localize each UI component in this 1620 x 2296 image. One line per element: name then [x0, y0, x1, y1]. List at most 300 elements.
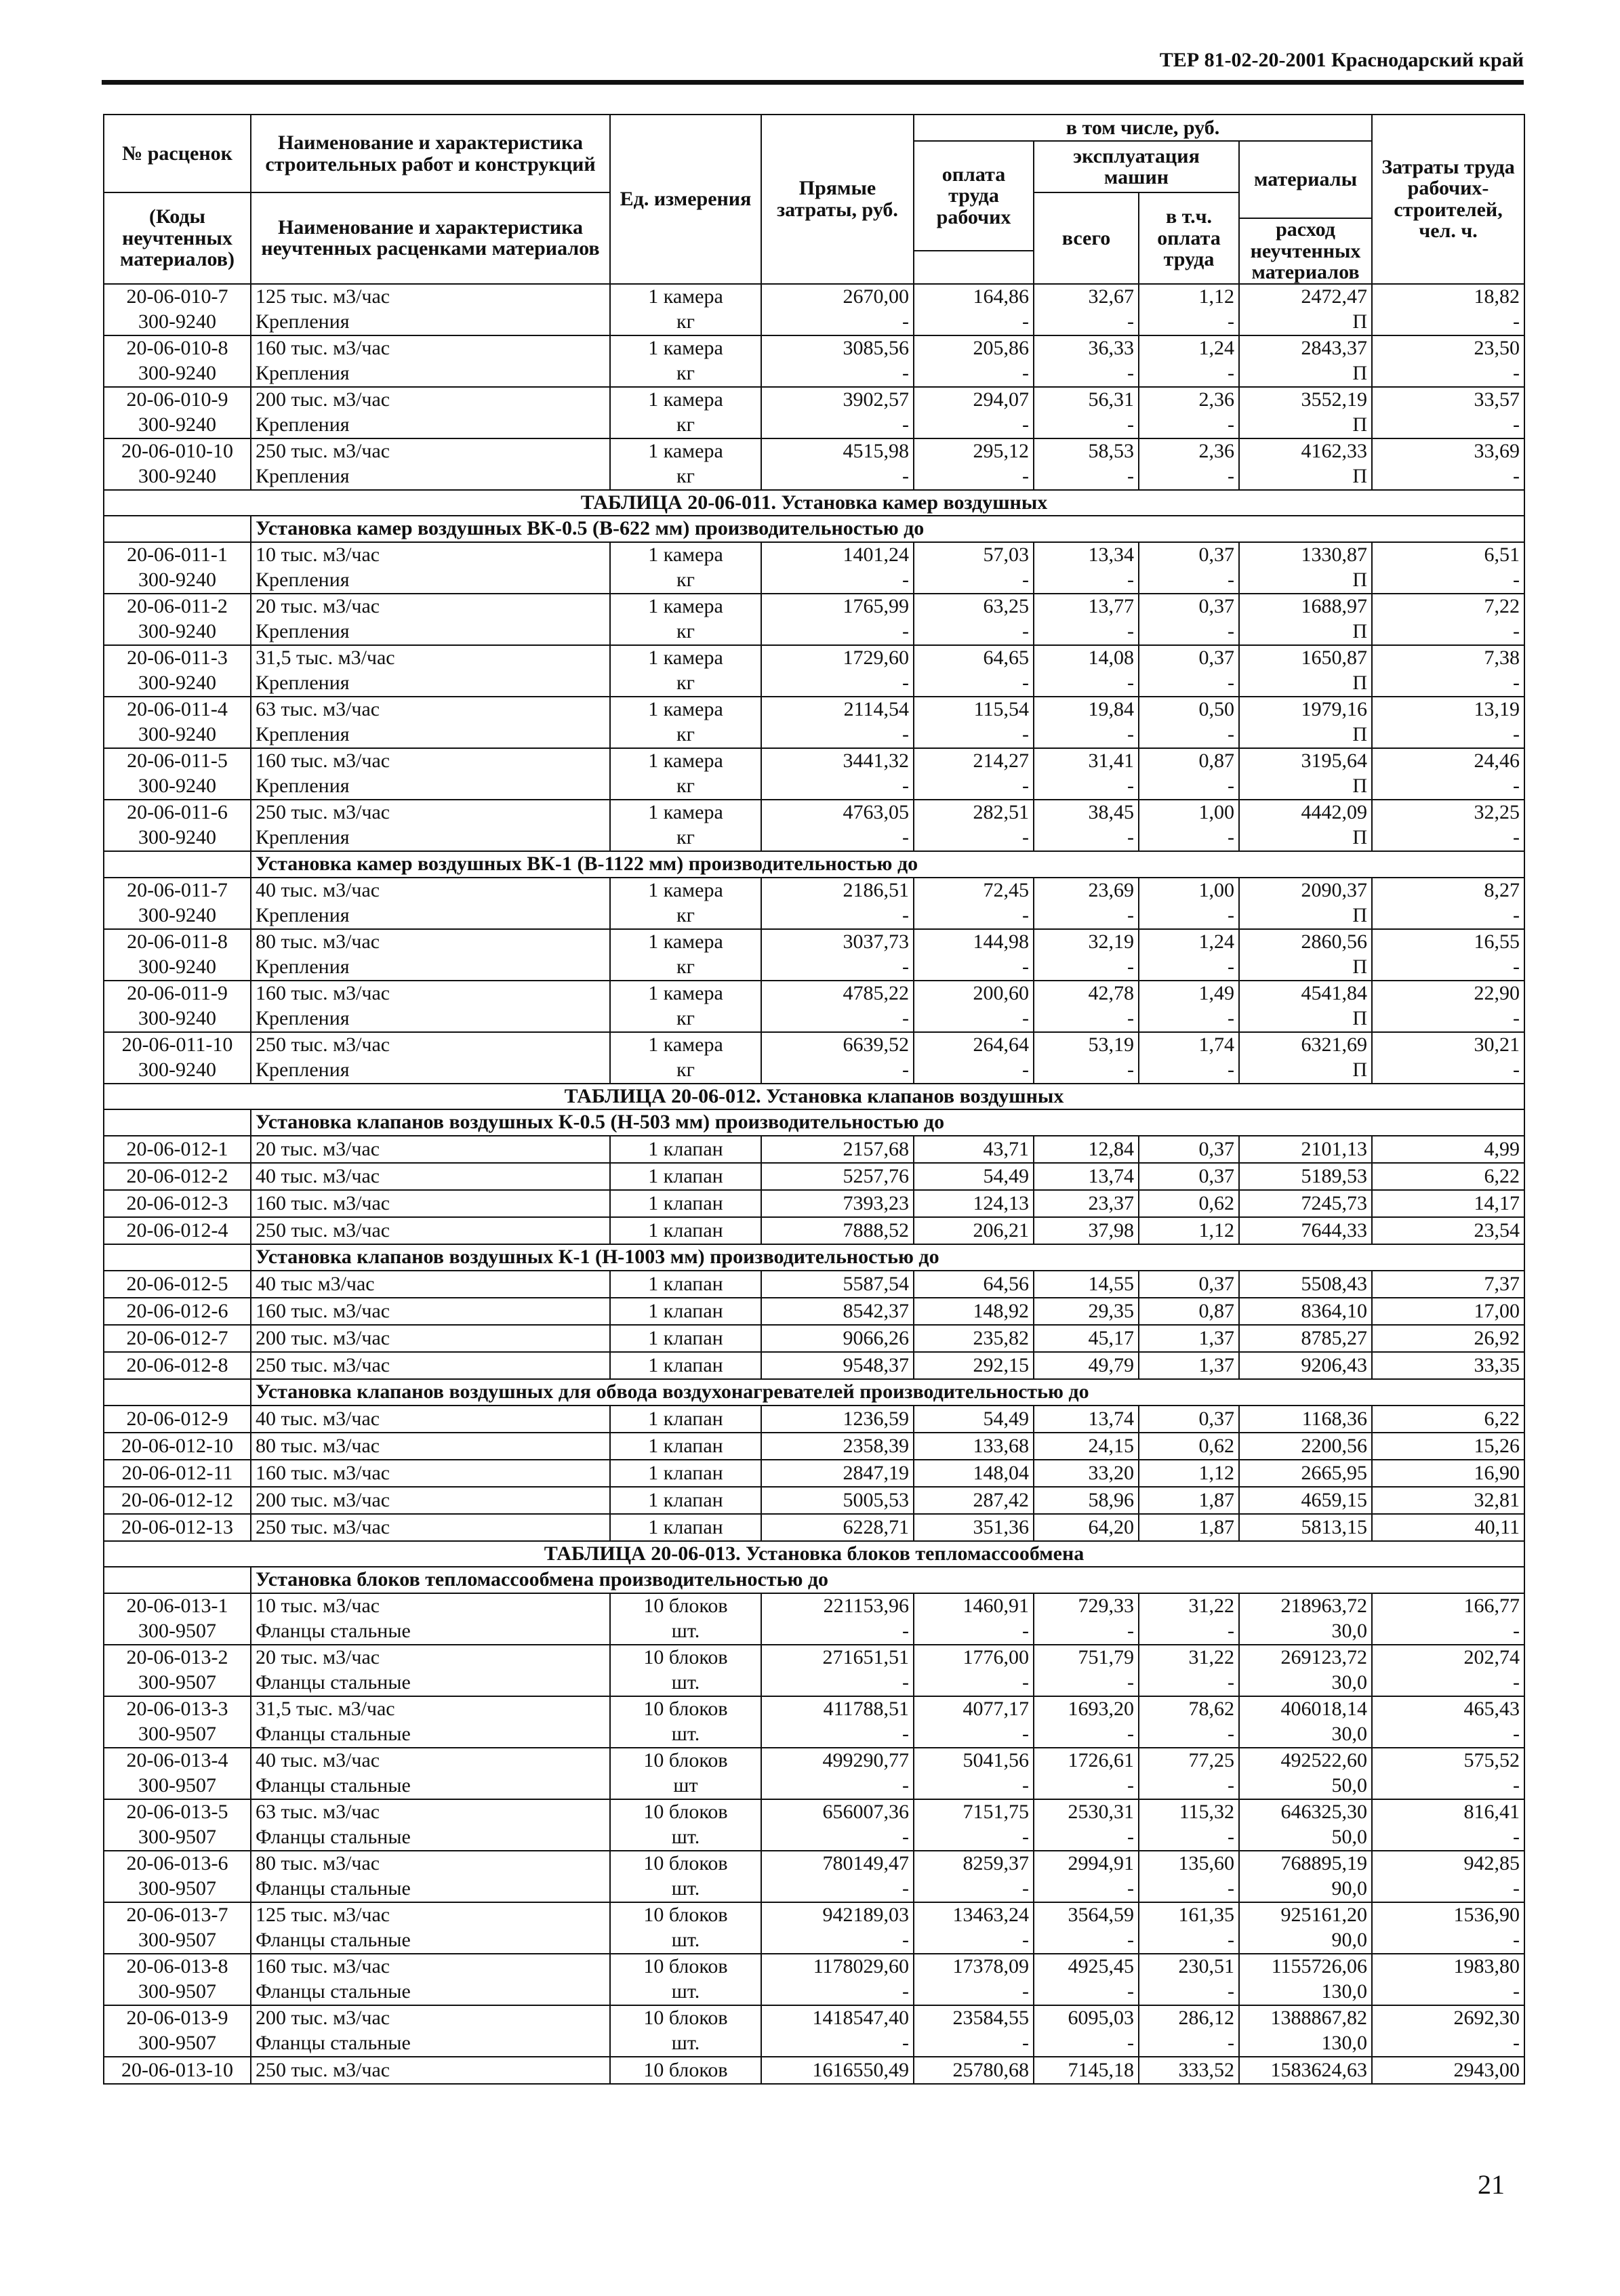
subsection-title: Установка камер воздушных ВК-1 (В-1122 мм) производительностью до	[251, 851, 1524, 878]
direct-cost: 4785,22	[761, 981, 914, 1006]
materials-cost: 2472,47	[1239, 284, 1372, 310]
wage-cost: 148,92	[914, 1298, 1034, 1325]
material-unit: кг	[610, 619, 761, 645]
wage-cost: 205,86	[914, 335, 1034, 361]
rate-code: 20-06-012-6	[104, 1298, 251, 1325]
machine-wage: 1,24	[1139, 929, 1239, 955]
material-consumption: 30,0	[1239, 1670, 1372, 1696]
table-row	[104, 929, 1524, 955]
table-row	[104, 1954, 1524, 1980]
work-name: 40 тыс. м3/час	[251, 878, 610, 903]
wage-dash: -	[914, 1670, 1034, 1696]
material-name: Крепления	[251, 413, 610, 438]
machine-wage-dash: -	[1139, 671, 1239, 697]
machine-wage: 77,25	[1139, 1748, 1239, 1774]
table-row-material	[104, 1980, 1524, 2005]
wage-cost: 25780,68	[914, 2057, 1034, 2084]
subsection-spacer	[104, 1567, 251, 1593]
wage-dash: -	[914, 1619, 1034, 1645]
work-name: 160 тыс. м3/час	[251, 335, 610, 361]
machine-wage-dash: -	[1139, 2031, 1239, 2057]
material-name: Крепления	[251, 310, 610, 335]
direct-dash: -	[761, 1670, 914, 1696]
machine-wage: 1,74	[1139, 1032, 1239, 1058]
labor-cost: 465,43	[1372, 1696, 1524, 1722]
materials-cost: 3195,64	[1239, 748, 1372, 774]
material-unit: кг	[610, 774, 761, 800]
labor-cost: 6,22	[1372, 1406, 1524, 1433]
machine-dash: -	[1034, 1058, 1139, 1084]
wage-dash: -	[914, 1825, 1034, 1851]
unit: 1 камера	[610, 542, 761, 568]
materials-cost: 1388867,82	[1239, 2005, 1372, 2031]
material-code: 300-9240	[104, 903, 251, 929]
table-row-material	[104, 2031, 1524, 2057]
rate-code: 20-06-013-7	[104, 1902, 251, 1928]
table-row	[104, 1217, 1524, 1244]
direct-dash: -	[761, 671, 914, 697]
rates-table	[103, 114, 1525, 2085]
wage-cost: 164,86	[914, 284, 1034, 310]
wage-dash: -	[914, 619, 1034, 645]
material-name: Фланцы стальные	[251, 1722, 610, 1748]
table-subsection-row	[104, 1567, 1524, 1593]
machine-dash: -	[1034, 722, 1139, 748]
table-row-material	[104, 1619, 1524, 1645]
direct-cost: 3902,57	[761, 387, 914, 413]
labor-cost: 7,37	[1372, 1271, 1524, 1298]
unit: 10 блоков	[610, 1799, 761, 1825]
machine-wage-dash: -	[1139, 619, 1239, 645]
unit: 1 клапан	[610, 1406, 761, 1433]
table-row	[104, 981, 1524, 1006]
material-name: Крепления	[251, 464, 610, 490]
machine-wage: 1,87	[1139, 1487, 1239, 1514]
machine-wage-dash: -	[1139, 774, 1239, 800]
subsection-title: Установка клапанов воздушных К-0.5 (Н-503 мм) производительностью до	[251, 1109, 1524, 1136]
wage-cost: 64,65	[914, 645, 1034, 671]
unit: 1 клапан	[610, 1460, 761, 1487]
machine-wage: 31,22	[1139, 1645, 1239, 1670]
table-row-material	[104, 361, 1524, 387]
labor-cost: 202,74	[1372, 1645, 1524, 1670]
wage-dash: -	[914, 568, 1034, 594]
machine-wage: 0,37	[1139, 1406, 1239, 1433]
wage-cost: 5041,56	[914, 1748, 1034, 1774]
materials-cost: 1155726,06	[1239, 1954, 1372, 1980]
table-row	[104, 542, 1524, 568]
unit: 1 камера	[610, 335, 761, 361]
wage-cost: 7151,75	[914, 1799, 1034, 1825]
machine-wage: 161,35	[1139, 1902, 1239, 1928]
rate-code: 20-06-012-5	[104, 1271, 251, 1298]
direct-cost: 1765,99	[761, 594, 914, 619]
labor-cost: 22,90	[1372, 981, 1524, 1006]
machine-wage: 1,87	[1139, 1514, 1239, 1541]
labor-dash: -	[1372, 1670, 1524, 1696]
wage-cost: 235,82	[914, 1325, 1034, 1352]
table-row-material	[104, 903, 1524, 929]
labor-dash: -	[1372, 955, 1524, 981]
material-consumption: П	[1239, 464, 1372, 490]
material-unit: кг	[610, 361, 761, 387]
section-title: ТАБЛИЦА 20-06-013. Установка блоков тепломассообмена	[104, 1541, 1524, 1567]
machine-wage: 78,62	[1139, 1696, 1239, 1722]
wage-cost: 282,51	[914, 800, 1034, 825]
direct-cost: 5257,76	[761, 1163, 914, 1190]
direct-cost: 2847,19	[761, 1460, 914, 1487]
material-name: Крепления	[251, 774, 610, 800]
direct-dash: -	[761, 2031, 914, 2057]
material-name: Крепления	[251, 903, 610, 929]
subsection-spacer	[104, 1244, 251, 1271]
unit: 1 камера	[610, 981, 761, 1006]
machine-cost: 1726,61	[1034, 1748, 1139, 1774]
wage-cost: 144,98	[914, 929, 1034, 955]
machine-dash: -	[1034, 1619, 1139, 1645]
table-row-material	[104, 1774, 1524, 1799]
wage-dash: -	[914, 464, 1034, 490]
unit: 1 клапан	[610, 1298, 761, 1325]
machine-cost: 13,74	[1034, 1163, 1139, 1190]
work-name: 63 тыс. м3/час	[251, 697, 610, 722]
direct-dash: -	[761, 1722, 914, 1748]
rate-code: 20-06-013-8	[104, 1954, 251, 1980]
direct-cost: 1729,60	[761, 645, 914, 671]
material-consumption: П	[1239, 568, 1372, 594]
table-row	[104, 1748, 1524, 1774]
work-name: 200 тыс. м3/час	[251, 1487, 610, 1514]
unit: 10 блоков	[610, 2005, 761, 2031]
rate-code: 20-06-011-9	[104, 981, 251, 1006]
direct-dash: -	[761, 955, 914, 981]
work-name: 160 тыс. м3/час	[251, 1190, 610, 1217]
subsection-title: Установка блоков тепломассообмена производительностью до	[251, 1567, 1524, 1593]
material-unit: кг	[610, 1058, 761, 1084]
direct-cost: 4515,98	[761, 438, 914, 464]
direct-dash: -	[761, 1980, 914, 2005]
material-unit: шт	[610, 1774, 761, 1799]
table-row	[104, 1514, 1524, 1541]
direct-dash: -	[761, 903, 914, 929]
machine-cost: 53,19	[1034, 1032, 1139, 1058]
materials-cost: 1583624,63	[1239, 2057, 1372, 2084]
labor-cost: 13,19	[1372, 697, 1524, 722]
material-consumption: П	[1239, 310, 1372, 335]
materials-cost: 7245,73	[1239, 1190, 1372, 1217]
rates-table-wrap	[103, 114, 1524, 2085]
direct-cost: 2157,68	[761, 1136, 914, 1163]
material-code: 300-9507	[104, 1825, 251, 1851]
material-consumption: П	[1239, 825, 1372, 851]
rate-code: 20-06-011-1	[104, 542, 251, 568]
machine-cost: 64,20	[1034, 1514, 1139, 1541]
material-consumption: 50,0	[1239, 1825, 1372, 1851]
labor-dash: -	[1372, 1877, 1524, 1902]
direct-cost: 1418547,40	[761, 2005, 914, 2031]
labor-dash: -	[1372, 1774, 1524, 1799]
table-row	[104, 2005, 1524, 2031]
direct-cost: 8542,37	[761, 1298, 914, 1325]
col-mat-sub: расход неучтенных материалов	[1239, 218, 1372, 284]
table-row-material	[104, 1058, 1524, 1084]
table-subsection-row	[104, 1379, 1524, 1406]
material-name: Крепления	[251, 825, 610, 851]
machine-wage-dash: -	[1139, 903, 1239, 929]
machine-cost: 12,84	[1034, 1136, 1139, 1163]
subsection-spacer	[104, 1109, 251, 1136]
machine-wage: 115,32	[1139, 1799, 1239, 1825]
unit: 1 камера	[610, 929, 761, 955]
table-row-material	[104, 568, 1524, 594]
materials-cost: 8785,27	[1239, 1325, 1372, 1352]
col-incl: в том числе, руб.	[914, 115, 1372, 141]
unit: 1 клапан	[610, 1514, 761, 1541]
materials-cost: 406018,14	[1239, 1696, 1372, 1722]
work-name: 40 тыс. м3/час	[251, 1748, 610, 1774]
wage-cost: 292,15	[914, 1352, 1034, 1379]
table-row	[104, 1902, 1524, 1928]
machine-dash: -	[1034, 671, 1139, 697]
work-name: 40 тыс м3/час	[251, 1271, 610, 1298]
unit: 10 блоков	[610, 1645, 761, 1670]
wage-dash: -	[914, 310, 1034, 335]
material-unit: кг	[610, 903, 761, 929]
machine-dash: -	[1034, 568, 1139, 594]
col-wage: оплата труда рабочих	[914, 141, 1034, 251]
material-consumption: П	[1239, 774, 1372, 800]
rate-code: 20-06-013-4	[104, 1748, 251, 1774]
labor-dash: -	[1372, 722, 1524, 748]
labor-cost: 6,51	[1372, 542, 1524, 568]
labor-cost: 1983,80	[1372, 1954, 1524, 1980]
labor-dash: -	[1372, 361, 1524, 387]
table-row-material	[104, 1670, 1524, 1696]
rate-code: 20-06-013-10	[104, 2057, 251, 2084]
work-name: 10 тыс. м3/час	[251, 1593, 610, 1619]
unit: 1 камера	[610, 284, 761, 310]
direct-dash: -	[761, 1774, 914, 1799]
machine-cost: 2994,91	[1034, 1851, 1139, 1877]
material-consumption: 90,0	[1239, 1877, 1372, 1902]
table-row	[104, 2057, 1524, 2084]
machine-wage: 333,52	[1139, 2057, 1239, 2084]
material-unit: шт.	[610, 1928, 761, 1954]
unit: 1 камера	[610, 697, 761, 722]
material-consumption: П	[1239, 1006, 1372, 1032]
material-name: Крепления	[251, 1006, 610, 1032]
labor-dash: -	[1372, 1619, 1524, 1645]
materials-cost: 7644,33	[1239, 1217, 1372, 1244]
labor-cost: 1536,90	[1372, 1902, 1524, 1928]
direct-cost: 3441,32	[761, 748, 914, 774]
table-row	[104, 878, 1524, 903]
material-name: Фланцы стальные	[251, 1980, 610, 2005]
material-code: 300-9507	[104, 1670, 251, 1696]
direct-dash: -	[761, 310, 914, 335]
table-row-material	[104, 1722, 1524, 1748]
table-section-banner	[104, 490, 1524, 516]
material-name: Крепления	[251, 722, 610, 748]
rate-code: 20-06-010-10	[104, 438, 251, 464]
unit: 1 камера	[610, 594, 761, 619]
unit: 1 клапан	[610, 1217, 761, 1244]
subsection-spacer	[104, 1379, 251, 1406]
wage-cost: 294,07	[914, 387, 1034, 413]
materials-cost: 1688,97	[1239, 594, 1372, 619]
machine-cost: 32,19	[1034, 929, 1139, 955]
machine-wage: 1,12	[1139, 284, 1239, 310]
material-code: 300-9240	[104, 1006, 251, 1032]
material-consumption: П	[1239, 903, 1372, 929]
unit: 1 клапан	[610, 1352, 761, 1379]
material-code: 300-9240	[104, 774, 251, 800]
machine-wage: 0,37	[1139, 1271, 1239, 1298]
machine-wage: 1,37	[1139, 1352, 1239, 1379]
labor-dash: -	[1372, 619, 1524, 645]
wage-dash: -	[914, 671, 1034, 697]
col-wage-spacer	[914, 251, 1034, 283]
work-name: 31,5 тыс. м3/час	[251, 1696, 610, 1722]
material-code: 300-9507	[104, 1877, 251, 1902]
rate-code: 20-06-013-9	[104, 2005, 251, 2031]
rate-code: 20-06-012-12	[104, 1487, 251, 1514]
direct-cost: 6228,71	[761, 1514, 914, 1541]
machine-wage: 0,37	[1139, 645, 1239, 671]
work-name: 250 тыс. м3/час	[251, 1032, 610, 1058]
labor-cost: 8,27	[1372, 878, 1524, 903]
work-name: 250 тыс. м3/час	[251, 1217, 610, 1244]
machine-wage-dash: -	[1139, 1058, 1239, 1084]
labor-dash: -	[1372, 825, 1524, 851]
section-title: ТАБЛИЦА 20-06-011. Установка камер воздушных	[104, 490, 1524, 516]
machine-wage-dash: -	[1139, 1670, 1239, 1696]
machine-cost: 45,17	[1034, 1325, 1139, 1352]
materials-cost: 269123,72	[1239, 1645, 1372, 1670]
machine-cost: 33,20	[1034, 1460, 1139, 1487]
direct-dash: -	[761, 464, 914, 490]
table-head	[104, 115, 1524, 284]
labor-dash: -	[1372, 413, 1524, 438]
materials-cost: 4541,84	[1239, 981, 1372, 1006]
machine-wage: 0,37	[1139, 594, 1239, 619]
table-row	[104, 594, 1524, 619]
machine-cost: 56,31	[1034, 387, 1139, 413]
material-consumption: 130,0	[1239, 1980, 1372, 2005]
table-row-material	[104, 825, 1524, 851]
material-code: 300-9240	[104, 361, 251, 387]
work-name: 160 тыс. м3/час	[251, 1298, 610, 1325]
rate-code: 20-06-013-6	[104, 1851, 251, 1877]
material-name: Крепления	[251, 568, 610, 594]
machine-cost: 13,77	[1034, 594, 1139, 619]
machine-cost: 1693,20	[1034, 1696, 1139, 1722]
material-code: 300-9507	[104, 2031, 251, 2057]
unit: 10 блоков	[610, 1593, 761, 1619]
rate-code: 20-06-011-4	[104, 697, 251, 722]
machine-cost: 13,34	[1034, 542, 1139, 568]
materials-cost: 492522,60	[1239, 1748, 1372, 1774]
material-name: Фланцы стальные	[251, 1928, 610, 1954]
table-row-material	[104, 1006, 1524, 1032]
materials-cost: 646325,30	[1239, 1799, 1372, 1825]
page-number: 21	[1478, 2169, 1505, 2200]
labor-cost: 24,46	[1372, 748, 1524, 774]
wage-cost: 351,36	[914, 1514, 1034, 1541]
material-consumption: П	[1239, 413, 1372, 438]
work-name: 160 тыс. м3/час	[251, 1460, 610, 1487]
work-name: 160 тыс. м3/час	[251, 981, 610, 1006]
rate-code: 20-06-012-3	[104, 1190, 251, 1217]
labor-cost: 4,99	[1372, 1136, 1524, 1163]
direct-dash: -	[761, 825, 914, 851]
wage-cost: 133,68	[914, 1433, 1034, 1460]
work-name: 160 тыс. м3/час	[251, 1954, 610, 1980]
work-name: 20 тыс. м3/час	[251, 1645, 610, 1670]
machine-wage-dash: -	[1139, 1928, 1239, 1954]
wage-dash: -	[914, 1877, 1034, 1902]
rate-code: 20-06-012-1	[104, 1136, 251, 1163]
materials-cost: 4659,15	[1239, 1487, 1372, 1514]
unit: 1 камера	[610, 438, 761, 464]
labor-cost: 33,69	[1372, 438, 1524, 464]
machine-cost: 42,78	[1034, 981, 1139, 1006]
material-code: 300-9240	[104, 619, 251, 645]
col-direct: Прямые затраты, руб.	[761, 115, 914, 284]
machine-wage-dash: -	[1139, 1722, 1239, 1748]
direct-cost: 2186,51	[761, 878, 914, 903]
table-row-material	[104, 619, 1524, 645]
rate-code: 20-06-012-8	[104, 1352, 251, 1379]
direct-cost: 2358,39	[761, 1433, 914, 1460]
unit: 10 блоков	[610, 1748, 761, 1774]
subsection-title: Установка клапанов воздушных для обвода воздухонагревателей производительностью до	[251, 1379, 1524, 1406]
rate-code: 20-06-010-9	[104, 387, 251, 413]
work-name: 250 тыс. м3/час	[251, 1514, 610, 1541]
machine-wage: 1,12	[1139, 1460, 1239, 1487]
material-unit: шт.	[610, 1670, 761, 1696]
wage-cost: 264,64	[914, 1032, 1034, 1058]
materials-cost: 3552,19	[1239, 387, 1372, 413]
table-row-material	[104, 310, 1524, 335]
machine-cost: 23,37	[1034, 1190, 1139, 1217]
machine-dash: -	[1034, 1774, 1139, 1799]
machine-dash: -	[1034, 1877, 1139, 1902]
wage-cost: 206,21	[914, 1217, 1034, 1244]
rate-code: 20-06-011-6	[104, 800, 251, 825]
wage-dash: -	[914, 1058, 1034, 1084]
direct-dash: -	[761, 361, 914, 387]
machine-cost: 58,96	[1034, 1487, 1139, 1514]
labor-cost: 7,22	[1372, 594, 1524, 619]
section-title: ТАБЛИЦА 20-06-012. Установка клапанов воздушных	[104, 1084, 1524, 1109]
materials-cost: 2860,56	[1239, 929, 1372, 955]
materials-cost: 2101,13	[1239, 1136, 1372, 1163]
machine-dash: -	[1034, 464, 1139, 490]
machine-dash: -	[1034, 1928, 1139, 1954]
material-consumption: П	[1239, 361, 1372, 387]
direct-cost: 1178029,60	[761, 1954, 914, 1980]
material-code: 300-9240	[104, 464, 251, 490]
col-machines: эксплуатация машин	[1034, 141, 1239, 192]
rate-code: 20-06-012-10	[104, 1433, 251, 1460]
machine-wage: 0,37	[1139, 1136, 1239, 1163]
material-unit: кг	[610, 464, 761, 490]
table-row	[104, 697, 1524, 722]
material-code: 300-9507	[104, 1980, 251, 2005]
table-row	[104, 1271, 1524, 1298]
machine-wage: 1,12	[1139, 1217, 1239, 1244]
